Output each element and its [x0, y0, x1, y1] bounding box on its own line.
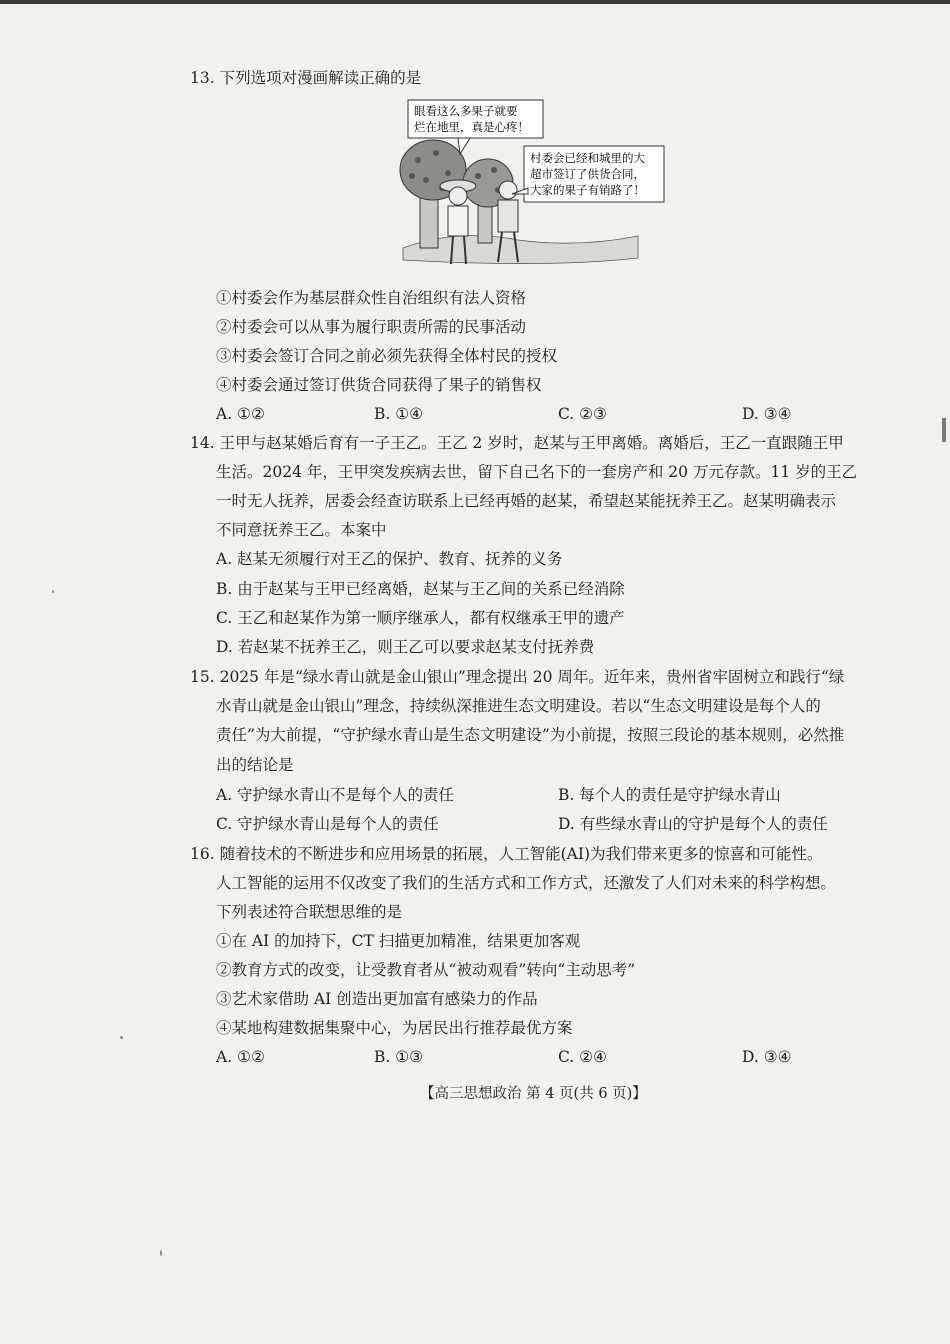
q13-option-d: D. ③④ — [742, 405, 792, 423]
q13-item-3: ③村委会签订合同之前必须先获得全体村民的授权 — [216, 347, 558, 365]
q13-cartoon — [398, 98, 668, 276]
q15-option-b: B. 每个人的责任是守护绿水青山 — [558, 786, 781, 804]
q14-option-a: A. 赵某无须履行对王乙的保护、教育、抚养的义务 — [216, 550, 563, 568]
q16-item-4: ④某地构建数据集聚中心，为居民出行推荐最优方案 — [216, 1019, 573, 1037]
q14-option-c: C. 王乙和赵某作为第一顺序继承人，都有权继承王甲的遗产 — [216, 609, 625, 627]
q15-line-3: 责任”为大前提，“守护绿水青山是生态文明建设”为小前提，按照三段论的基本规则，必然推 — [216, 726, 845, 744]
q14-option-b: B. 由于赵某与王甲已经离婚，赵某与王乙间的关系已经消除 — [216, 580, 625, 598]
q16-line-3: 下列表述符合联想思维的是 — [216, 903, 403, 921]
q15-line-2: 水青山就是金山银山”理念，持续纵深推进生态文明建设。若以“生态文明建设是每个人的 — [216, 697, 821, 715]
q13-option-b: B. ①④ — [374, 405, 424, 423]
scan-speck — [160, 1250, 162, 1256]
scan-speck — [120, 1036, 123, 1039]
q16-item-1: ①在 AI 的加持下，CT 扫描更加精准，结果更加客观 — [216, 932, 581, 950]
q13-item-1: ①村委会作为基层群众性自治组织有法人资格 — [216, 289, 527, 307]
q13-item-4: ④村委会通过签订供货合同获得了果子的销售权 — [216, 376, 542, 394]
q14-option-d: D. 若赵某不抚养王乙，则王乙可以要求赵某支付抚养费 — [216, 638, 595, 656]
q14-line-3: 一时无人抚养，居委会经查访联系上已经再婚的赵某，希望赵某能抚养王乙。赵某明确表示 — [216, 492, 837, 510]
q13-item-2: ②村委会可以从事为履行职责所需的民事活动 — [216, 318, 527, 336]
q14-line-4: 不同意抚养王乙。本案中 — [216, 521, 387, 539]
q16-option-a: A. ①② — [216, 1048, 265, 1066]
scan-speck — [52, 590, 54, 593]
q16-option-c: C. ②④ — [558, 1048, 607, 1066]
q15-option-a: A. 守护绿水青山不是每个人的责任 — [216, 786, 455, 804]
q14-line-2: 生活。2024 年，王甲突发疾病去世，留下自己名下的一套房产和 20 万元存款。11 岁的王乙 — [216, 463, 858, 481]
q16-item-3: ③艺术家借助 AI 创造出更加富有感染力的作品 — [216, 990, 538, 1008]
q13-option-a: A. ①② — [216, 405, 265, 423]
q13-stem: 13. 下列选项对漫画解读正确的是 — [190, 69, 422, 87]
q16-option-d: D. ③④ — [742, 1048, 792, 1066]
q15-line-4: 出的结论是 — [216, 756, 294, 774]
q16-line-2: 人工智能的运用不仅改变了我们的生活方式和工作方式，还激发了人们对未来的科学构想。 — [216, 874, 837, 892]
q14-line-1: 14. 王甲与赵某婚后育有一子王乙。王乙 2 岁时，赵某与王甲离婚。离婚后，王乙一直跟随王甲 — [190, 434, 844, 452]
q16-line-1: 16. 随着技术的不断进步和应用场景的拓展，人工智能(AI)为我们带来更多的惊喜和可能性。 — [190, 845, 823, 863]
q13-option-c: C. ②③ — [558, 405, 607, 423]
page-footer: 【高三思想政治 第 4 页(共 6 页)】 — [420, 1086, 647, 1102]
q15-option-c: C. 守护绿水青山是每个人的责任 — [216, 815, 439, 833]
bubble1-line2: 烂在地里，真是心疼！ — [414, 120, 529, 134]
bubble2-line1: 村委会已经和城里的大 — [530, 151, 645, 165]
q15-line-1: 15. 2025 年是“绿水青山就是金山银山”理念提出 20 周年。近年来，贵州省牢固树立和践行“绿 — [190, 668, 845, 686]
bubble1-line1: 眼看这么多果子就要 — [414, 104, 518, 118]
bubble2-line3: 大家的果子有销路了！ — [530, 183, 645, 197]
q16-item-2: ②教育方式的改变，让受教育者从“被动观看”转向“主动思考” — [216, 961, 636, 979]
bubble2-line2: 超市签订了供货合同， — [530, 167, 645, 181]
q16-option-b: B. ①③ — [374, 1048, 424, 1066]
q15-option-d: D. 有些绿水青山的守护是每个人的责任 — [558, 815, 828, 833]
